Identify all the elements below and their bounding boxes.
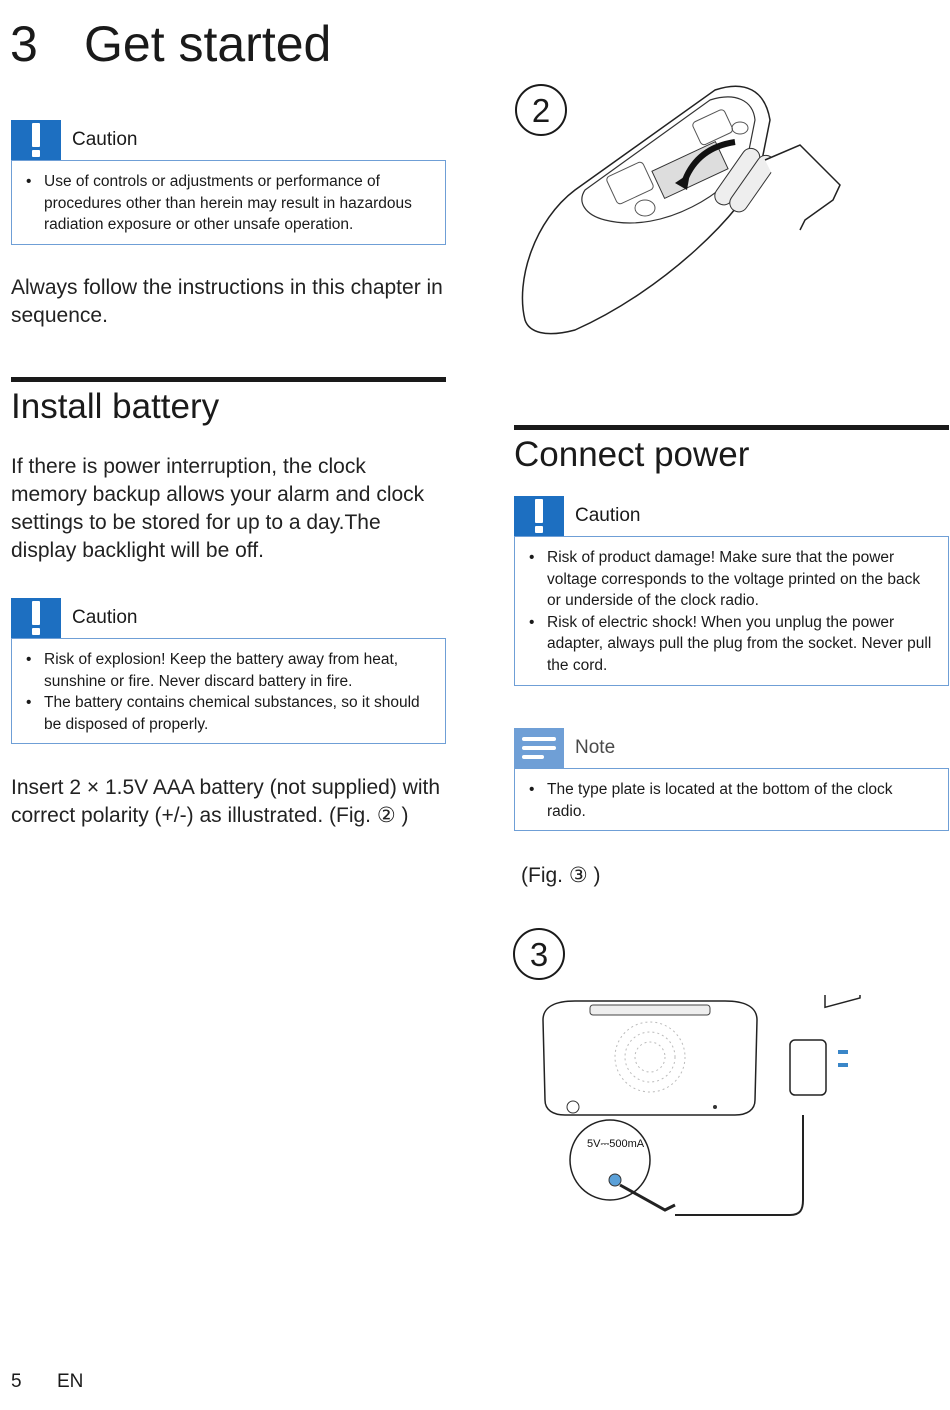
chapter-title: Get started bbox=[84, 16, 332, 72]
section-title-connect-power: Connect power bbox=[514, 435, 750, 474]
page-number: 5 bbox=[11, 1371, 22, 1392]
note-lines-icon bbox=[514, 728, 564, 768]
note-body bbox=[514, 768, 949, 831]
note-label: Note bbox=[575, 737, 616, 758]
caution-label: Caution bbox=[575, 505, 641, 526]
figure-number-2: 2 bbox=[515, 84, 567, 136]
caution-item: • Use of controls or adjustments or performance of procedures other than herein may result in hazardous radiation exposure or other unsafe operation. bbox=[26, 171, 431, 236]
note-item: • The type plate is located at the bottom of the clock radio. bbox=[529, 779, 934, 822]
caution-body bbox=[11, 638, 446, 744]
exclamation-icon bbox=[514, 496, 564, 536]
caution-item: • Risk of electric shock! When you unplug the power adapter, always pull the plug from the socket. Never pull the cord. bbox=[529, 612, 934, 677]
caution-item: • Risk of explosion! Keep the battery away from heat, sunshine or fire. Never discard battery in fire. bbox=[26, 649, 431, 692]
fig3-reference: (Fig. ③ ) bbox=[521, 864, 601, 887]
power-connection-illustration bbox=[535, 995, 870, 1230]
caution-item: • Risk of product damage! Make sure that the power voltage corresponds to the voltage printed on the back or underside of the clock radio. bbox=[529, 547, 934, 612]
caution-box-battery bbox=[11, 598, 446, 744]
note-box bbox=[514, 728, 949, 831]
caution-label: Caution bbox=[72, 129, 138, 150]
section-title-install-battery: Install battery bbox=[11, 387, 220, 426]
install-battery-paragraph: If there is power interruption, the clock memory backup allows your alarm and clock settings to be stored for up to a day.The display backlight will be off. bbox=[11, 455, 425, 562]
caution-body bbox=[11, 160, 446, 245]
intro-paragraph: Always follow the instructions in this chapter in sequence. bbox=[11, 276, 443, 327]
exclamation-icon bbox=[11, 598, 61, 638]
figure-number-3: 3 bbox=[513, 928, 565, 980]
insert-battery-paragraph: Insert 2 × 1.5V AAA battery (not supplied) with correct polarity (+/-) as illustrated. (Fig. ② ) bbox=[11, 776, 440, 827]
caution-box-general bbox=[11, 120, 446, 245]
power-rating-label: 5V⎓500mA bbox=[587, 1138, 645, 1150]
caution-box-power bbox=[514, 496, 949, 686]
section-rule bbox=[11, 377, 446, 382]
battery-illustration bbox=[515, 80, 850, 340]
caution-label: Caution bbox=[72, 607, 138, 628]
exclamation-icon bbox=[11, 120, 61, 160]
caution-body bbox=[514, 536, 949, 686]
section-rule bbox=[514, 425, 949, 430]
caution-item: • The battery contains chemical substances, so it should be disposed of properly. bbox=[26, 692, 431, 735]
chapter-number: 3 bbox=[10, 16, 38, 72]
language-code: EN bbox=[57, 1371, 84, 1392]
